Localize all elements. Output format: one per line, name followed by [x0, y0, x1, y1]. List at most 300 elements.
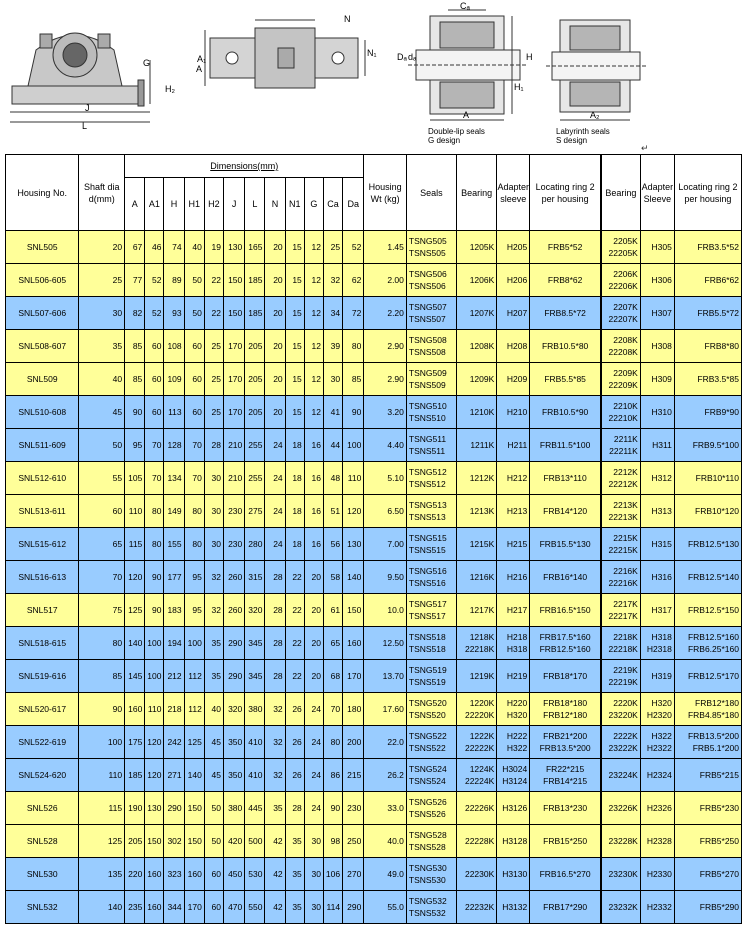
bearing2-cell — [601, 231, 640, 264]
dim-cell: 194 — [164, 627, 184, 660]
table-row — [6, 726, 742, 759]
bearing-cell — [456, 792, 496, 825]
seals-cell — [406, 462, 456, 495]
adapter-sleeve-cell — [497, 594, 530, 627]
dim-cell: 350 — [223, 759, 244, 792]
dim-cell: 220 — [125, 858, 145, 891]
bearing2-cell-line: 23232K — [608, 902, 638, 912]
locating-ring2-cell-line: FRB12.5*150 — [687, 605, 739, 615]
bearing-cell — [456, 495, 496, 528]
adapter-sleeve2-cell-line: H2318 — [646, 644, 672, 654]
housing-wt-cell: 4.40 — [364, 429, 407, 462]
dim-cell: 290 — [223, 660, 244, 693]
bearing2-cell-line: 2208K — [613, 335, 638, 345]
dim-cell: 500 — [245, 825, 265, 858]
adapter-sleeve-cell — [497, 693, 530, 726]
adapter-sleeve2-cell — [640, 825, 674, 858]
dim-cell: 12 — [304, 363, 323, 396]
dim-cell: 35 — [204, 660, 223, 693]
double-lip-seals-caption: Double-lip seals — [428, 127, 485, 136]
adapter-sleeve-cell-line: H212 — [506, 473, 528, 483]
shaft-dia-cell: 75 — [79, 594, 125, 627]
dim-cell: 20 — [265, 231, 285, 264]
adapter-sleeve-cell — [497, 660, 530, 693]
shaft-dia-cell: 70 — [79, 561, 125, 594]
seals-cell — [406, 330, 456, 363]
dim-cell: 20 — [304, 561, 323, 594]
dim-cell: 56 — [323, 528, 342, 561]
locating-ring-cell-line: FRB14*120 — [543, 506, 588, 516]
locating-ring2-cell-line: FRB5*270 — [699, 869, 739, 879]
locating-ring-cell-line: FRB16.5*150 — [539, 605, 591, 615]
dim-cell: 128 — [164, 429, 184, 462]
housing-wt-cell: 1.45 — [364, 231, 407, 264]
da-dimension-label: Dₐ — [397, 52, 407, 62]
shaft-dia-cell: 35 — [79, 330, 125, 363]
dim-cell: 70 — [184, 462, 204, 495]
housing-no-cell: SNL506-605 — [6, 264, 79, 297]
bearing-cell-line: 22220K — [464, 710, 495, 720]
dim-cell: 25 — [204, 363, 223, 396]
dim-cell: 18 — [285, 429, 304, 462]
dim-cell: 24 — [265, 528, 285, 561]
seals-cell-line: TSNS528 — [408, 842, 446, 852]
seals-cell-line: TSNS518 — [408, 632, 446, 642]
bearing2-cell-line: 2215K — [613, 533, 638, 543]
dim-cell: 60 — [184, 330, 204, 363]
dim-cell: 22 — [285, 594, 304, 627]
locating-ring2-cell-line: FRB12.5*140 — [687, 572, 739, 582]
adapter-sleeve-cell — [497, 561, 530, 594]
bearing2-cell-line: 22219K — [608, 677, 638, 687]
adapter-sleeve2-cell — [640, 759, 674, 792]
dim-cell: 140 — [343, 561, 364, 594]
dim-cell: 77 — [125, 264, 145, 297]
locating-ring2-cell-line: FRB3.5*52 — [697, 242, 739, 252]
seals-cell-line: TSNS532 — [408, 908, 446, 918]
dim-cell: 242 — [164, 726, 184, 759]
adapter-sleeve-cell-line: H215 — [506, 539, 528, 549]
col-dim-n: N — [265, 178, 285, 231]
locating-ring2-cell-line: FRB6*62 — [704, 275, 739, 285]
dim-cell: 160 — [145, 858, 164, 891]
housing-wt-cell: 2.90 — [364, 330, 407, 363]
dim-cell: 24 — [304, 759, 323, 792]
dim-cell: 28 — [285, 792, 304, 825]
bearing2-cell-line: 23226K — [608, 803, 638, 813]
dim-cell: 150 — [343, 594, 364, 627]
dim-cell: 109 — [164, 363, 184, 396]
housing-wt-cell: 33.0 — [364, 792, 407, 825]
locating-ring2-cell-line: FRB12.5*170 — [687, 671, 739, 681]
bearing2-cell-line: 2212K — [613, 467, 638, 477]
adapter-sleeve2-cell-line: H312 — [651, 473, 672, 483]
dim-cell: 67 — [125, 231, 145, 264]
seals-cell-line: TSNS505 — [408, 248, 446, 258]
ca-dimension-label: Cₐ — [460, 1, 470, 11]
col-dim-l: L — [245, 178, 265, 231]
locating-ring2-cell — [674, 627, 741, 660]
adapter-sleeve-cell-line: H217 — [506, 605, 528, 615]
bearing2-cell-line: 22212K — [608, 479, 638, 489]
dim-cell: 80 — [184, 528, 204, 561]
dim-cell: 30 — [204, 528, 223, 561]
bearing-cell — [456, 627, 496, 660]
seals-cell — [406, 660, 456, 693]
s-design-caption: S design — [556, 136, 588, 145]
locating-ring2-cell — [674, 528, 741, 561]
dim-cell: 35 — [285, 825, 304, 858]
bearing2-cell — [601, 891, 640, 924]
housing-wt-cell: 49.0 — [364, 858, 407, 891]
a2-dimension-label: A₂ — [590, 110, 600, 120]
dim-cell: 210 — [223, 462, 244, 495]
dim-cell: 155 — [164, 528, 184, 561]
seals-cell-line: TSNG524 — [408, 764, 447, 774]
col-bearing: Bearing — [456, 155, 496, 231]
locating-ring-cell-line: FRB16.5*270 — [539, 869, 591, 879]
bearing-cell-line: 22232K — [464, 902, 495, 912]
seals-cell-line: TSNS506 — [408, 281, 446, 291]
col-dim-ca: Ca — [323, 178, 342, 231]
adapter-sleeve-cell — [497, 627, 530, 660]
table-row — [6, 660, 742, 693]
bearing2-cell — [601, 330, 640, 363]
adapter-sleeve-cell-line: H213 — [506, 506, 528, 516]
adapter-sleeve2-cell-line: H2330 — [646, 869, 672, 879]
seals-cell-line: TSNS517 — [408, 611, 446, 621]
dim-cell: 25 — [323, 231, 342, 264]
locating-ring2-cell — [674, 693, 741, 726]
dim-cell: 30 — [304, 891, 323, 924]
dim-cell: 20 — [265, 363, 285, 396]
bearing-cell — [456, 363, 496, 396]
dim-cell: 260 — [223, 594, 244, 627]
dim-cell: 120 — [125, 561, 145, 594]
dim-cell: 65 — [323, 627, 342, 660]
dim-cell: 42 — [265, 891, 285, 924]
adapter-sleeve2-cell — [640, 891, 674, 924]
dim-cell: 160 — [125, 693, 145, 726]
dim-cell: 315 — [245, 561, 265, 594]
housing-no-cell: SNL516-613 — [6, 561, 79, 594]
dim-cell: 28 — [265, 627, 285, 660]
n-dimension-label: N — [344, 14, 351, 24]
adapter-sleeve-cell-line: H209 — [506, 374, 528, 384]
housing-no-cell: SNL513-611 — [6, 495, 79, 528]
seals-cell — [406, 264, 456, 297]
dim-cell: 28 — [204, 429, 223, 462]
table-row — [6, 396, 742, 429]
l-dimension-label: L — [82, 121, 88, 131]
adapter-sleeve2-cell-line: H311 — [652, 440, 672, 450]
dim-cell: 30 — [304, 858, 323, 891]
bearing-cell-line: 22230K — [464, 869, 495, 879]
dim-cell: 16 — [304, 495, 323, 528]
dim-cell: 28 — [265, 561, 285, 594]
housing-wt-cell: 55.0 — [364, 891, 407, 924]
seals-cell-line: TSNG530 — [408, 863, 447, 873]
dim-cell: 85 — [125, 330, 145, 363]
locating-ring-cell — [530, 330, 601, 363]
dim-cell: 32 — [204, 594, 223, 627]
table-row — [6, 627, 742, 660]
locating-ring2-cell — [674, 891, 741, 924]
table-row — [6, 792, 742, 825]
seals-cell-line: TSNS510 — [408, 413, 446, 423]
seals-cell-line: TSNS522 — [408, 743, 446, 753]
seals-cell-line: TSNG508 — [408, 335, 447, 345]
dim-cell: 35 — [204, 627, 223, 660]
adapter-sleeve-cell — [497, 528, 530, 561]
locating-ring-cell-line: FRB8.5*72 — [544, 308, 586, 318]
housing-wt-cell: 2.90 — [364, 363, 407, 396]
housing-wt-cell: 9.50 — [364, 561, 407, 594]
housing-top-view-drawing — [205, 20, 365, 88]
bearing-cell — [456, 759, 496, 792]
bearing2-cell — [601, 561, 640, 594]
adapter-sleeve2-cell — [640, 264, 674, 297]
bearing2-cell — [601, 825, 640, 858]
adapter-sleeve2-cell — [640, 792, 674, 825]
bearing2-cell-line: 2206K — [613, 269, 638, 279]
adapter-sleeve2-cell-line: H305 — [651, 242, 672, 252]
dim-cell: 410 — [245, 726, 265, 759]
bearing2-cell — [601, 462, 640, 495]
locating-ring-cell — [530, 297, 601, 330]
dim-cell: 110 — [343, 462, 364, 495]
bearing-cell — [456, 528, 496, 561]
adapter-sleeve-cell — [497, 825, 530, 858]
dim-cell: 46 — [145, 231, 164, 264]
dim-cell: 82 — [125, 297, 145, 330]
h2-dimension-label: H₂ — [165, 84, 175, 94]
bearing-cell-line: 22228K — [464, 836, 495, 846]
adapter-sleeve-cell — [497, 726, 530, 759]
adapter-sleeve2-cell — [640, 660, 674, 693]
dim-cell: 170 — [223, 363, 244, 396]
dim-cell: 255 — [245, 429, 265, 462]
dim-cell: 32 — [323, 264, 342, 297]
adapter-sleeve-cell — [497, 429, 530, 462]
dim-cell: 170 — [223, 396, 244, 429]
bearing-cell-line: 1206K — [469, 275, 495, 285]
dim-cell: 260 — [223, 561, 244, 594]
labyrinth-seal-section-drawing — [546, 20, 646, 120]
dim-cell: 235 — [125, 891, 145, 924]
locating-ring-cell — [530, 726, 601, 759]
adapter-sleeve2-cell-line: H2328 — [646, 836, 672, 846]
adapter-sleeve-cell-line: H216 — [506, 572, 528, 582]
dim-cell: 185 — [245, 297, 265, 330]
dim-cell: 205 — [245, 396, 265, 429]
dim-cell: 24 — [304, 792, 323, 825]
seals-cell-line: TSNG516 — [408, 566, 447, 576]
bearing2-cell-line: 23230K — [608, 869, 638, 879]
dim-cell: 90 — [125, 396, 145, 429]
dim-cell: 44 — [323, 429, 342, 462]
bearing-cell-line: 1216K — [469, 572, 495, 582]
locating-ring-cell-line: FRB15.5*130 — [539, 539, 591, 549]
dim-cell: 149 — [164, 495, 184, 528]
dim-cell: 185 — [125, 759, 145, 792]
dim-cell: 255 — [245, 462, 265, 495]
dim-cell: 24 — [265, 495, 285, 528]
housing-front-view-drawing — [10, 33, 150, 122]
table-row — [6, 528, 742, 561]
housing-no-cell: SNL517 — [6, 594, 79, 627]
shaft-dia-cell: 125 — [79, 825, 125, 858]
dim-cell: 35 — [265, 792, 285, 825]
dim-cell: 250 — [343, 825, 364, 858]
dim-cell: 70 — [145, 429, 164, 462]
dim-cell: 112 — [184, 660, 204, 693]
shaft-dia-cell: 60 — [79, 495, 125, 528]
dim-cell: 34 — [323, 297, 342, 330]
bearing2-cell — [601, 792, 640, 825]
dim-cell: 218 — [164, 693, 184, 726]
bearing2-cell-line: 22217K — [608, 611, 638, 621]
col-shaft-dia: Shaft dia d(mm) — [79, 155, 125, 231]
dim-cell: 16 — [304, 429, 323, 462]
housing-no-cell: SNL507-606 — [6, 297, 79, 330]
dim-cell: 18 — [285, 462, 304, 495]
bearing-cell-line: 1220K — [469, 698, 495, 708]
bearing-cell-line: 1212K — [469, 473, 495, 483]
housing-spec-table — [5, 154, 742, 924]
bearing2-cell-line: 23228K — [608, 836, 638, 846]
adapter-sleeve2-cell — [640, 429, 674, 462]
shaft-dia-cell: 90 — [79, 693, 125, 726]
locating-ring-cell — [530, 627, 601, 660]
bearing2-cell-line: 22209K — [608, 380, 638, 390]
dim-cell: 130 — [223, 231, 244, 264]
adapter-sleeve-cell-line: H219 — [506, 671, 528, 681]
housing-wt-cell: 7.00 — [364, 528, 407, 561]
dim-cell: 28 — [265, 594, 285, 627]
shaft-dia-cell: 45 — [79, 396, 125, 429]
shaft-dia-cell: 30 — [79, 297, 125, 330]
dim-cell: 41 — [323, 396, 342, 429]
locating-ring-cell-line: FRB16*140 — [543, 572, 588, 582]
dim-cell: 205 — [125, 825, 145, 858]
dim-cell: 320 — [223, 693, 244, 726]
dim-cell: 165 — [245, 231, 265, 264]
shaft-dia-cell: 140 — [79, 891, 125, 924]
col-adapter-sleeve: Adapter sleeve — [497, 155, 530, 231]
dim-cell: 344 — [164, 891, 184, 924]
seals-cell-line: TSNG526 — [408, 797, 447, 807]
housing-wt-cell: 10.0 — [364, 594, 407, 627]
locating-ring-cell — [530, 792, 601, 825]
dim-cell: 24 — [304, 693, 323, 726]
seals-cell-line: TSNG522 — [408, 731, 447, 741]
adapter-sleeve-cell — [497, 495, 530, 528]
dim-cell: 175 — [125, 726, 145, 759]
dim-cell: 85 — [125, 363, 145, 396]
col-dim-h2: H2 — [204, 178, 223, 231]
dim-cell: 445 — [245, 792, 265, 825]
dim-cell: 290 — [343, 891, 364, 924]
dim-cell: 12 — [304, 231, 323, 264]
adapter-sleeve2-cell-line: H2324 — [646, 770, 672, 780]
bearing2-cell-line: 2209K — [613, 368, 638, 378]
table-row — [6, 429, 742, 462]
bearing-cell-line: 22226K — [464, 803, 495, 813]
dim-cell: 160 — [145, 891, 164, 924]
adapter-sleeve2-cell — [640, 363, 674, 396]
bearing-cell-line: 1217K — [469, 605, 495, 615]
dim-cell: 35 — [285, 891, 304, 924]
bearing-cell — [456, 858, 496, 891]
table-row — [6, 759, 742, 792]
dim-cell: 12 — [304, 297, 323, 330]
dim-cell: 20 — [304, 660, 323, 693]
dim-cell: 177 — [164, 561, 184, 594]
bearing-cell-line: 1222K — [469, 731, 495, 741]
adapter-sleeve-cell-line: H3130 — [502, 869, 528, 879]
bearing-cell — [456, 264, 496, 297]
dim-cell: 22 — [204, 264, 223, 297]
bearing-cell-line: 1211K — [470, 440, 495, 450]
dim-cell: 275 — [245, 495, 265, 528]
j-dimension-label: J — [85, 103, 90, 113]
dim-cell: 18 — [285, 528, 304, 561]
dim-cell: 120 — [145, 726, 164, 759]
locating-ring2-cell-line: FRB6.25*160 — [687, 644, 739, 654]
adapter-sleeve-cell-line: H3132 — [502, 902, 528, 912]
dim-cell: 60 — [204, 858, 223, 891]
housing-no-cell: SNL518-615 — [6, 627, 79, 660]
seals-cell-line: TSNG505 — [408, 236, 447, 246]
bearing-cell — [456, 231, 496, 264]
housing-no-cell: SNL520-617 — [6, 693, 79, 726]
locating-ring-cell-line: FRB12*180 — [543, 710, 588, 720]
housing-wt-cell: 2.20 — [364, 297, 407, 330]
dim-cell: 271 — [164, 759, 184, 792]
seals-cell — [406, 396, 456, 429]
seals-cell — [406, 297, 456, 330]
bearing2-cell-line: 22211K — [609, 446, 638, 456]
locating-ring-cell-line: FRB18*170 — [543, 671, 588, 681]
table-row — [6, 462, 742, 495]
locating-ring-cell — [530, 594, 601, 627]
adapter-sleeve-cell — [497, 330, 530, 363]
locating-ring-cell-line: FRB13.5*200 — [539, 743, 591, 753]
bearing2-cell — [601, 528, 640, 561]
shaft-dia-cell: 50 — [79, 429, 125, 462]
dim-cell: 30 — [304, 825, 323, 858]
dim-cell: 134 — [164, 462, 184, 495]
bearing2-cell — [601, 594, 640, 627]
adapter-sleeve2-cell — [640, 297, 674, 330]
housing-no-cell: SNL524-620 — [6, 759, 79, 792]
adapter-sleeve2-cell — [640, 462, 674, 495]
dim-cell: 15 — [285, 330, 304, 363]
locating-ring-cell — [530, 858, 601, 891]
locating-ring2-cell-line: FRB9*90 — [704, 407, 739, 417]
table-row — [6, 891, 742, 924]
bearing2-cell-line: 2217K — [613, 599, 638, 609]
locating-ring2-cell-line: FRB5.1*200 — [692, 743, 739, 753]
locating-ring-cell — [530, 462, 601, 495]
dim-cell: 52 — [343, 231, 364, 264]
dim-cell: 19 — [204, 231, 223, 264]
seals-cell-line: TSNS519 — [408, 677, 446, 687]
adapter-sleeve-cell — [497, 792, 530, 825]
a-section-dimension-label: A — [463, 110, 470, 120]
dim-cell: 550 — [245, 891, 265, 924]
